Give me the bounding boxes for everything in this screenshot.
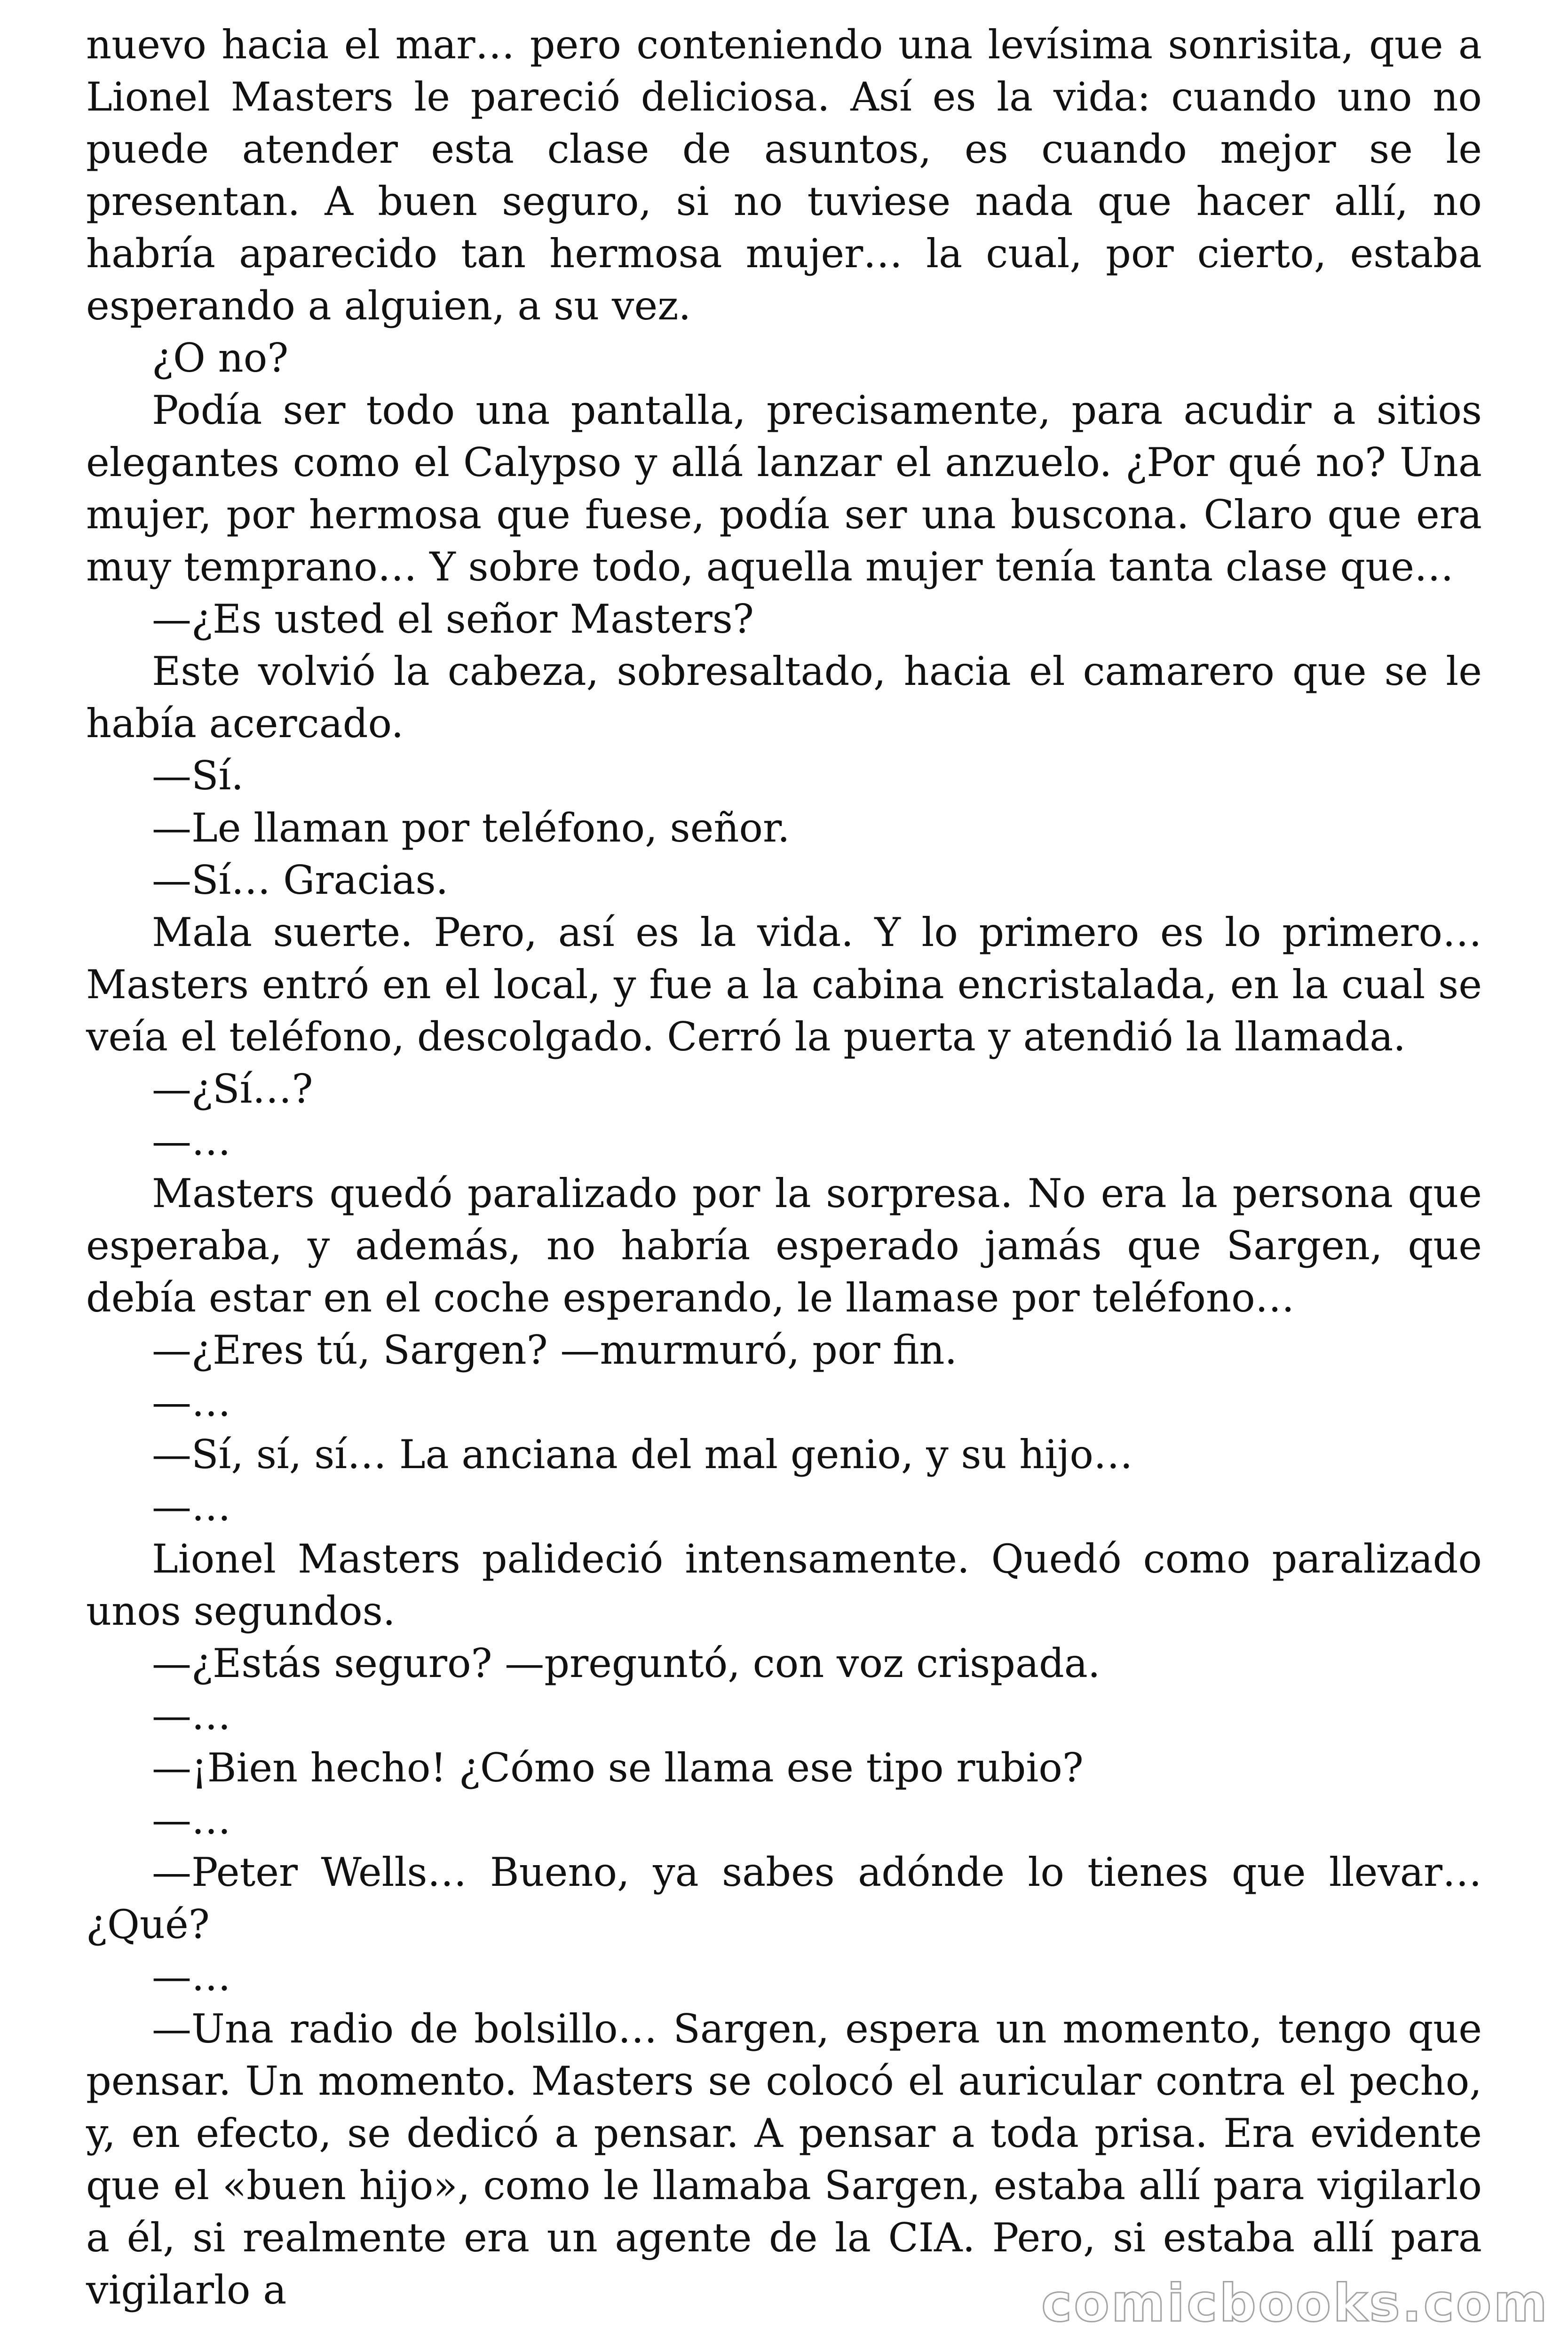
paragraph: —¿Eres tú, Sargen? —murmuró, por fin. — [152, 1327, 958, 1373]
paragraph: —¿Sí…? — [152, 1066, 313, 1112]
paragraph: —¿Estás seguro? —preguntó, con voz crispada. — [152, 1640, 1101, 1686]
paragraph: Mala suerte. Pero, así es la vida. Y lo primero es lo primero… Masters entró en el local, y fue a la cabina encristalada, en la cual se veía el teléfono, descolgado. Cerró la puerta y atendió la llamada. — [86, 909, 1482, 1060]
watermark: comicbooks.com — [1041, 2273, 1549, 2333]
paragraph: nuevo hacia el mar… pero conteniendo una levísima sonrisita, que a Lionel Masters le pareció deliciosa. Así es la vida: cuando uno no puede atender esta clase de asuntos, es cuando mejor se le presentan. A buen seguro, si no tuviese nada que hacer allí, no habría aparecido tan hermosa mujer… la cual, por cierto, estaba esperando a alguien, a su vez. — [86, 22, 1482, 329]
paragraph: —¡Bien hecho! ¿Cómo se llama ese tipo rubio? — [152, 1745, 1084, 1791]
paragraph: Lionel Masters palideció intensamente. Quedó como paralizado unos segundos. — [86, 1536, 1482, 1634]
paragraph: —… — [152, 1118, 231, 1164]
paragraph: —¿Es usted el señor Masters? — [152, 596, 754, 642]
paragraph: —… — [152, 1379, 231, 1425]
paragraph: —Sí. — [152, 753, 244, 799]
book-page — [86, 19, 1482, 2316]
paragraph: Masters quedó paralizado por la sorpresa. No era la persona que esperaba, y además, no habría esperado jamás que Sargen, que debía estar en el coche esperando, le llamase por teléfono… — [86, 1170, 1482, 1321]
paragraph: —… — [152, 1954, 231, 2000]
paragraph: —Una radio de bolsillo… Sargen, espera un momento, tengo que pensar. Un momento. Masters se colocó el auricular contra el pecho, y, en efecto, se dedicó a pensar. A pensar a toda prisa. Era evidente que el «buen hijo», como le llamaba Sargen, estaba allí para vigilarlo a él, si realmente era un agente de la CIA. Pero, si estaba allí para vigilarlo a — [86, 2006, 1482, 2313]
paragraph: Podía ser todo una pantalla, precisamente, para acudir a sitios elegantes como el Calypso y allá lanzar el anzuelo. ¿Por qué no? Una mujer, por hermosa que fuese, podía ser una buscona. Claro que era muy temprano… Y sobre todo, aquella mujer tenía tanta clase que… — [86, 387, 1482, 590]
paragraph: ¿O no? — [152, 335, 289, 381]
paragraph: —… — [152, 1484, 231, 1530]
paragraph: —Le llaman por teléfono, señor. — [152, 805, 790, 851]
paragraph: —Sí, sí, sí… La anciana del mal genio, y su hijo… — [152, 1431, 1133, 1478]
paragraph: —Peter Wells… Bueno, ya sabes adónde lo tienes que llevar… ¿Qué? — [86, 1849, 1482, 1947]
paragraph: —… — [152, 1692, 231, 1739]
paragraph: —Sí… Gracias. — [152, 857, 449, 903]
paragraph: Este volvió la cabeza, sobresaltado, hacia el camarero que se le había acercado. — [86, 648, 1482, 747]
paragraph: —… — [152, 1797, 231, 1843]
